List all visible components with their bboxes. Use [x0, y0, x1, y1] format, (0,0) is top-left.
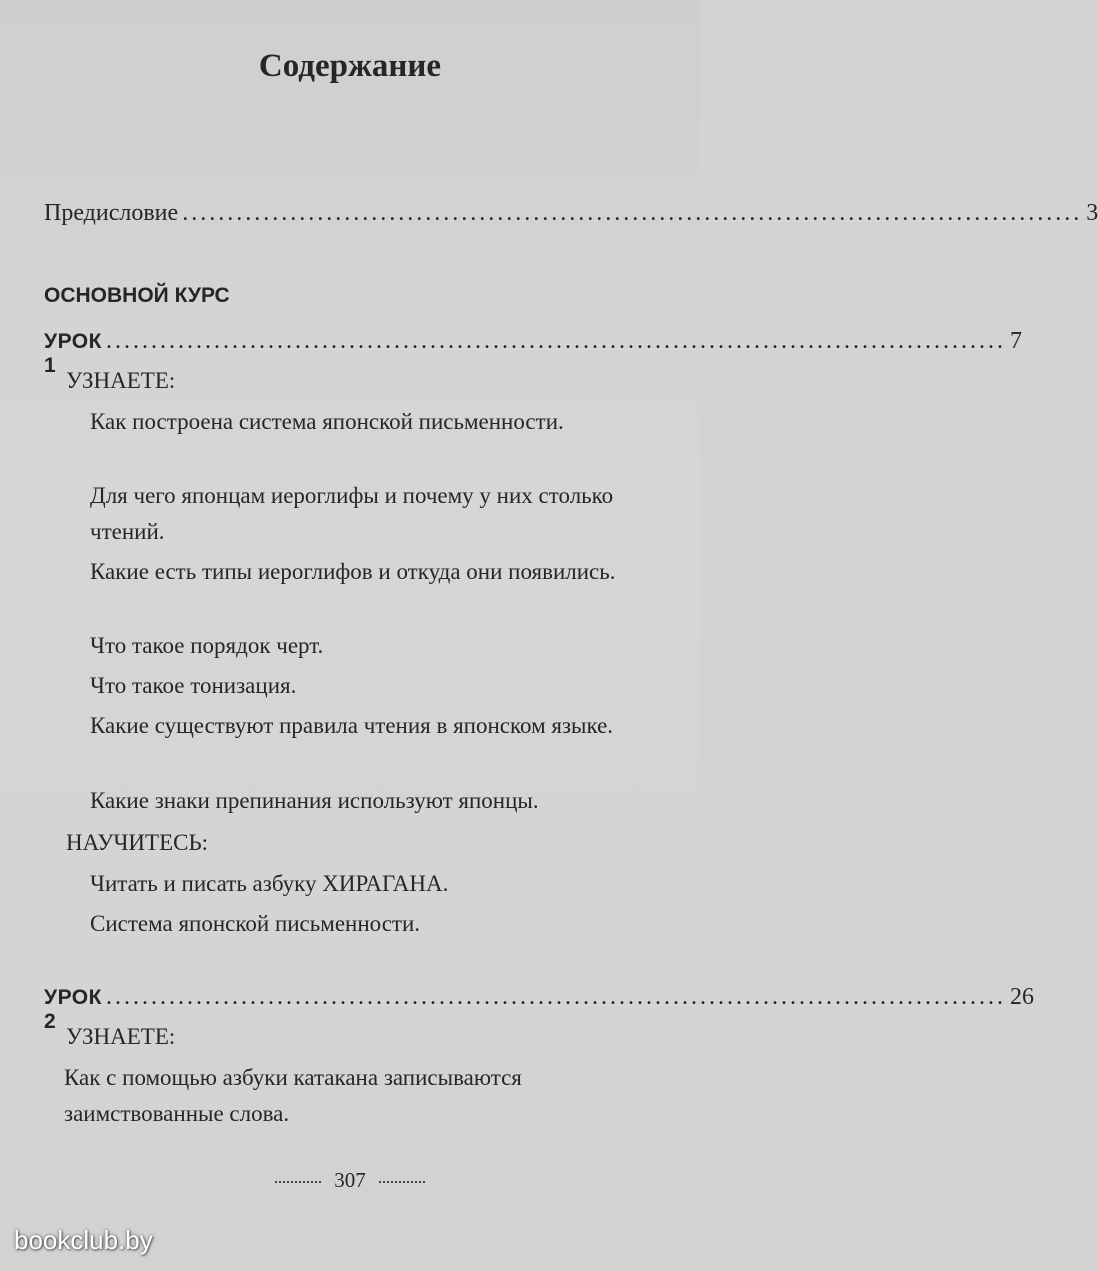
list-item: Какие есть типы иероглифов и откуда они появились.	[90, 559, 616, 584]
toc-entry-label: Предисловие	[44, 200, 179, 226]
toc-page-number: 26	[1009, 984, 1034, 1010]
toc-entry-preface	[44, 200, 1098, 227]
toc-page-number: 3	[1086, 200, 1098, 226]
list-item: Система японской письменности.	[90, 911, 421, 936]
toc-entry-label: УРОК 2	[44, 986, 102, 1033]
leader-dots: ....................................................................................................	[105, 984, 1006, 1010]
list-item: Какие существуют правила чтения в японском языке.	[90, 713, 614, 738]
footer-rule-left	[275, 1181, 321, 1183]
list-item: Что такое тонизация.	[90, 673, 297, 698]
footer-rule-right	[379, 1181, 425, 1183]
toc-page-number: 7	[1009, 328, 1022, 354]
watermark: bookclub.by	[14, 1225, 153, 1255]
list-item: Как с помощью азбуки катакана записываются заимствованные слова.	[64, 1065, 522, 1126]
page-number: 307	[334, 1168, 366, 1192]
learn-heading: УЗНАЕТЕ:	[66, 1024, 176, 1049]
page-footer	[0, 1168, 700, 1193]
list-item: Читать и писать азбуку ХИРАГАНА.	[90, 871, 449, 896]
skills-heading: НАУЧИТЕСЬ:	[66, 830, 209, 855]
section-heading: ОСНОВНОЙ КУРС	[44, 284, 230, 307]
list-item: Что такое порядок черт.	[90, 633, 324, 658]
leader-dots: ....................................................................................................	[182, 200, 1083, 226]
learn-heading: УЗНАЕТЕ:	[66, 368, 176, 393]
list-item: Какие знаки препинания используют японцы.	[90, 788, 539, 813]
leader-dots: ....................................................................................................	[105, 328, 1006, 354]
list-item: Для чего японцам иероглифы и почему у них столько чтений.	[90, 483, 614, 544]
page-title: Содержание	[258, 48, 442, 84]
toc-entry-label: УРОК 1	[44, 330, 102, 377]
list-item: Как построена система японской письменности.	[90, 409, 564, 434]
